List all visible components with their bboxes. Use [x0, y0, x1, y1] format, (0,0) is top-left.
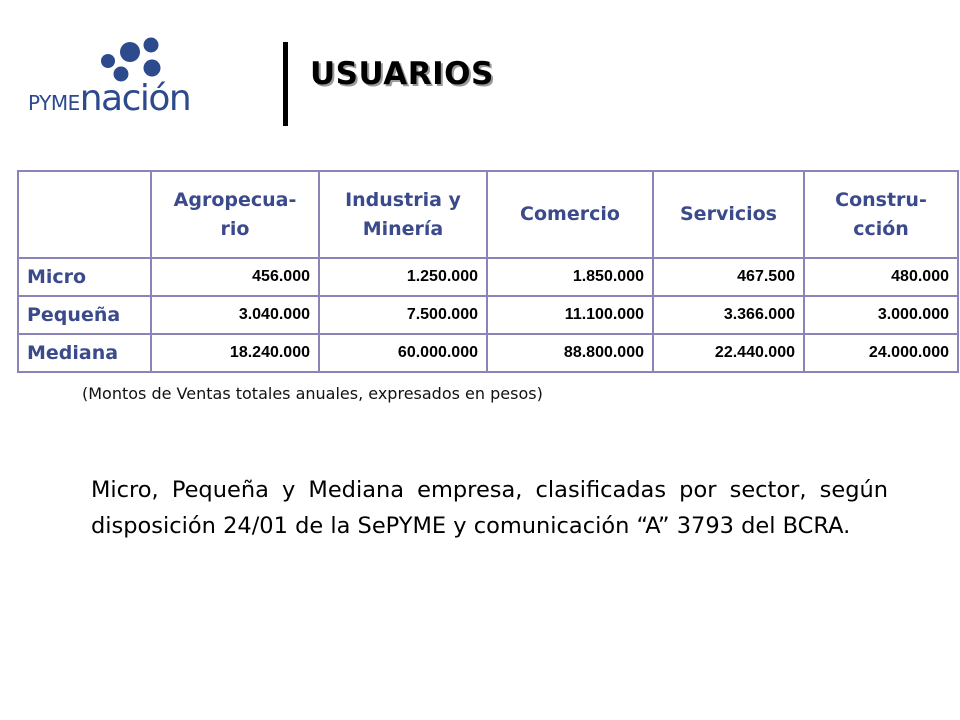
table-row	[18, 296, 958, 334]
table-header-row	[18, 171, 958, 258]
column-header: Industria y Minería	[319, 171, 487, 258]
logo-prefix: PYME	[28, 91, 80, 115]
logo-suffix: nación	[79, 78, 191, 119]
table-cell: 3.040.000	[151, 296, 319, 334]
description-paragraph: Micro, Pequeña y Mediana empresa, clasificadas por sector, según disposición 24/01 de la SePYME y comunicación “A” 3793 del BCRA.	[91, 477, 888, 539]
table-cell: 18.240.000	[151, 334, 319, 372]
column-header: Constru- cción	[804, 171, 958, 258]
logo-wordmark	[28, 78, 190, 119]
sales-table	[17, 170, 959, 373]
page-title: USUARIOS	[310, 56, 494, 92]
row-label: Micro	[18, 258, 151, 296]
table-cell: 24.000.000	[804, 334, 958, 372]
table-cell: 3.366.000	[653, 296, 804, 334]
title-divider	[283, 42, 288, 126]
table-cell: 7.500.000	[319, 296, 487, 334]
pymenacion-logo	[28, 36, 228, 119]
table-cell: 1.850.000	[487, 258, 653, 296]
column-header: Comercio	[487, 171, 653, 258]
table-cell: 88.800.000	[487, 334, 653, 372]
row-label: Pequeña	[18, 296, 151, 334]
column-header: Servicios	[653, 171, 804, 258]
row-label: Mediana	[18, 334, 151, 372]
table-cell: 467.500	[653, 258, 804, 296]
table-row	[18, 334, 958, 372]
table-corner-cell	[18, 171, 151, 258]
table-note: (Montos de Ventas totales anuales, expresados en pesos)	[82, 384, 543, 403]
table-cell: 1.250.000	[319, 258, 487, 296]
table-cell: 480.000	[804, 258, 958, 296]
column-header: Agropecua- rio	[151, 171, 319, 258]
table-row	[18, 258, 958, 296]
table-cell: 11.100.000	[487, 296, 653, 334]
table-cell: 22.440.000	[653, 334, 804, 372]
table-cell: 60.000.000	[319, 334, 487, 372]
table-cell: 3.000.000	[804, 296, 958, 334]
table-cell: 456.000	[151, 258, 319, 296]
